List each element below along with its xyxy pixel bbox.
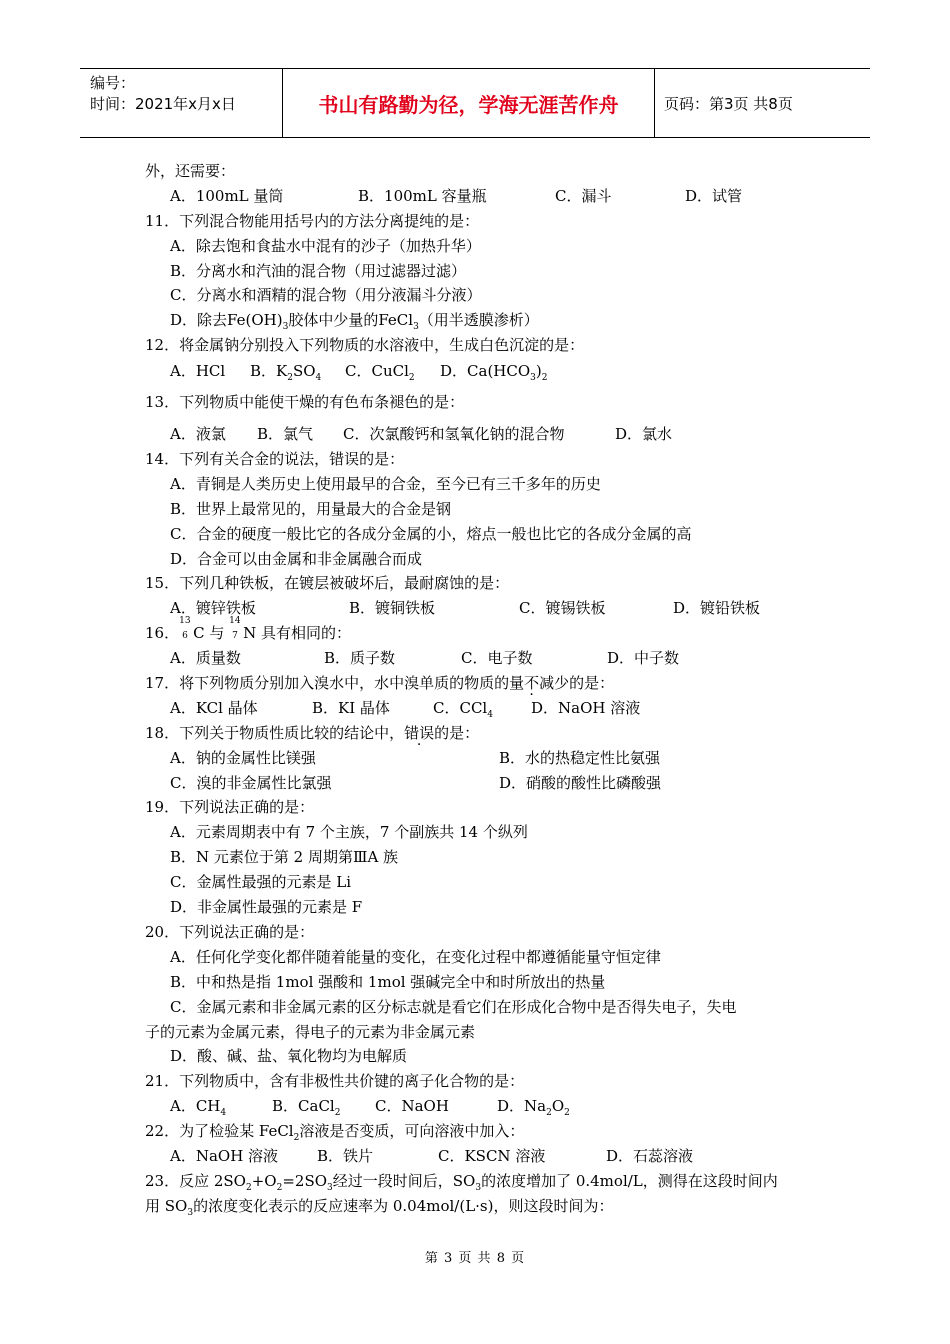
q23-stem-line1: 23．反应 $2SO_2+O_2=2SO_3$经过一段时间后，$SO_3$的浓度增加了 0.4mol/L，测得在这段时间内 bbox=[145, 1171, 778, 1193]
q21-stem: 21．下列物质中，含有非极性共价键的离子化合物的是： bbox=[145, 1072, 525, 1091]
q17-options bbox=[145, 696, 815, 721]
q12-option-a: A．HCl bbox=[170, 362, 226, 381]
q20-option-a: A．任何化学变化都伴随着能量的变化，在变化过程中都遵循能量守恒定律 bbox=[170, 947, 661, 966]
q15-options bbox=[145, 596, 815, 621]
q20-option-c-line2: 子的元素为金属元素，得电子的元素为非金属元素 bbox=[145, 1022, 476, 1041]
page-footer: 第 3 页 共 8 页 bbox=[424, 1251, 526, 1266]
q15-option-a: A．镀锌铁板 bbox=[170, 599, 256, 618]
q18-option-b: B．水的热稳定性比氨强 bbox=[499, 748, 661, 767]
q21-option-a: A．$CH_4$ bbox=[170, 1097, 227, 1119]
q12-stem: 12．将金属钠分别投入下列物质的水溶液中，生成白色沉淀的是： bbox=[145, 336, 585, 355]
q21-option-c: C．NaOH bbox=[375, 1097, 449, 1116]
q11-option-a: A．除去饱和食盐水中混有的沙子（加热升华） bbox=[170, 236, 481, 255]
header-meta bbox=[80, 69, 283, 137]
q13-stem: 13．下列物质中能使干燥的有色布条褪色的是： bbox=[145, 393, 465, 412]
q15-option-d: D．镀铅铁板 bbox=[673, 599, 761, 618]
q22-option-b: B．铁片 bbox=[317, 1146, 374, 1165]
q22-option-a: A．NaOH 溶液 bbox=[170, 1146, 279, 1165]
emphasis-dot-text: 不 bbox=[524, 674, 540, 693]
q13-options bbox=[145, 422, 815, 447]
q18-stem: 18．下列关于物质性质比较的结论中，错误的是： bbox=[145, 723, 480, 742]
q14-stem: 14．下列有关合金的说法，错误的是： bbox=[145, 450, 405, 469]
q11-stem: 11．下列混合物能用括号内的方法分离提纯的是： bbox=[145, 211, 480, 230]
q18-options-row1 bbox=[145, 746, 815, 771]
q22-stem: 22．为了检验某 FeCl$_2$溶液是否变质，可向溶液中加入： bbox=[145, 1122, 525, 1144]
q11-option-c: C．分离水和酒精的混合物（用分液漏斗分液） bbox=[170, 286, 482, 305]
q15-option-b: B．镀铜铁板 bbox=[349, 599, 436, 618]
q21-option-d: D．$Na_2O_2$ bbox=[497, 1097, 570, 1119]
q15-option-c: C．镀锡铁板 bbox=[519, 599, 606, 618]
q14-option-a: A．青铜是人类历史上使用最早的合金，至今已有三千多年的历史 bbox=[170, 474, 601, 493]
q12-option-b: B．$K_2SO_4$ bbox=[250, 362, 322, 384]
q13-option-d: D．氯水 bbox=[615, 425, 673, 444]
doc-time-label: 时间：2021年x月x日 bbox=[90, 95, 236, 113]
header-motto: 书山有路勤为径，学海无涯苦作舟 bbox=[283, 69, 655, 137]
q20-option-b: B．中和热是指 1mol 强酸和 1mol 强碱完全中和时所放出的热量 bbox=[170, 972, 606, 991]
q11-option-d: D．除去$Fe(OH)_3$胶体中少量的FeCl$_3$（用半透膜渗析） bbox=[170, 311, 539, 333]
page-header bbox=[80, 68, 870, 138]
q13-option-a: A．液氯 bbox=[170, 425, 226, 444]
doc-number-label: 编号： bbox=[90, 74, 136, 92]
q16-options bbox=[145, 646, 815, 671]
q14-option-d: D．合金可以由金属和非金属融合而成 bbox=[170, 549, 423, 568]
q17-option-c: C．CCl$_4$ bbox=[433, 698, 493, 720]
q16-option-c: C．电子数 bbox=[461, 649, 533, 668]
q19-option-a: A．元素周期表中有 7 个主族，7 个副族共 14 个纵列 bbox=[170, 823, 528, 842]
q21-option-b: B．CaCl$_2$ bbox=[272, 1097, 341, 1119]
q16-option-a: A．质量数 bbox=[170, 649, 241, 668]
q19-option-c: C．金属性最强的元素是 Li bbox=[170, 873, 352, 892]
q18-options-row2 bbox=[145, 771, 815, 796]
emphasis-dot-text: 错误 bbox=[404, 723, 435, 742]
q22-options bbox=[145, 1144, 815, 1169]
q13-option-c: C．次氯酸钙和氢氧化钠的混合物 bbox=[343, 425, 565, 444]
q19-stem: 19．下列说法正确的是： bbox=[145, 798, 315, 817]
q10-option-c: C．漏斗 bbox=[555, 186, 612, 205]
q20-option-c-line1: C．金属元素和非金属元素的区分标志就是看它们在形成化合物中是否得失电子，失电 bbox=[170, 997, 737, 1016]
q12-option-c: C．CuCl$_2$ bbox=[345, 362, 415, 384]
q12-options bbox=[145, 358, 815, 390]
q17-stem: 17．将下列物质分别加入溴水中，水中溴单质的物质的量不减少的是： bbox=[145, 674, 615, 693]
q10-option-d: D．试管 bbox=[685, 186, 743, 205]
q21-options bbox=[145, 1094, 815, 1119]
q11-option-b: B．分离水和汽油的混合物（用过滤器过滤） bbox=[170, 261, 467, 280]
q20-stem: 20．下列说法正确的是： bbox=[145, 922, 315, 941]
q20-option-d: D．酸、碱、盐、氧化物均为电解质 bbox=[170, 1047, 408, 1066]
q17-option-a: A．KCl 晶体 bbox=[170, 698, 258, 717]
q10-option-a: A．100mL 量筒 bbox=[170, 186, 284, 205]
q22-option-d: D．石蕊溶液 bbox=[606, 1146, 694, 1165]
exam-content bbox=[145, 159, 815, 1219]
q13-option-b: B．氯气 bbox=[257, 425, 314, 444]
q16-option-d: D．中子数 bbox=[607, 649, 680, 668]
q14-option-b: B．世界上最常见的，用量最大的合金是钢 bbox=[170, 499, 452, 518]
q16-option-b: B．质子数 bbox=[324, 649, 396, 668]
q10-option-b: B．100mL 容量瓶 bbox=[358, 186, 487, 205]
q19-option-b: B．N 元素位于第 2 周期第ⅢA 族 bbox=[170, 848, 399, 867]
q19-option-d: D．非金属性最强的元素是 F bbox=[170, 898, 363, 917]
q17-option-d: D．NaOH 溶液 bbox=[531, 698, 641, 717]
header-page-label: 页码：第3页 共8页 bbox=[664, 94, 793, 113]
q18-option-a: A．钠的金属性比镁强 bbox=[170, 748, 316, 767]
q10-options bbox=[145, 184, 815, 209]
q12-option-d: D．$Ca(HCO_3)_2$ bbox=[440, 362, 548, 384]
q23-stem-line2: 用 $SO_3$的浓度变化表示的反应速率为 0.04mol/(L·s)，则这段时间为： bbox=[145, 1196, 614, 1218]
q18-option-d: D．硝酸的酸性比磷酸强 bbox=[499, 773, 662, 792]
q14-option-c: C．合金的硬度一般比它的各成分金属的小，熔点一般也比它的各成分金属的高 bbox=[170, 524, 692, 543]
q22-option-c: C．KSCN 溶液 bbox=[438, 1146, 546, 1165]
q17-option-b: B．KI 晶体 bbox=[312, 698, 390, 717]
q16-stem: 16． 13 6 C 与 14 7 N 具有相同的： bbox=[145, 616, 352, 643]
q18-option-c: C．溴的非金属性比氯强 bbox=[170, 773, 332, 792]
q10-continuation: 外，还需要： bbox=[145, 162, 236, 180]
q15-stem: 15．下列几种铁板，在镀层被破坏后，最耐腐蚀的是： bbox=[145, 574, 510, 593]
